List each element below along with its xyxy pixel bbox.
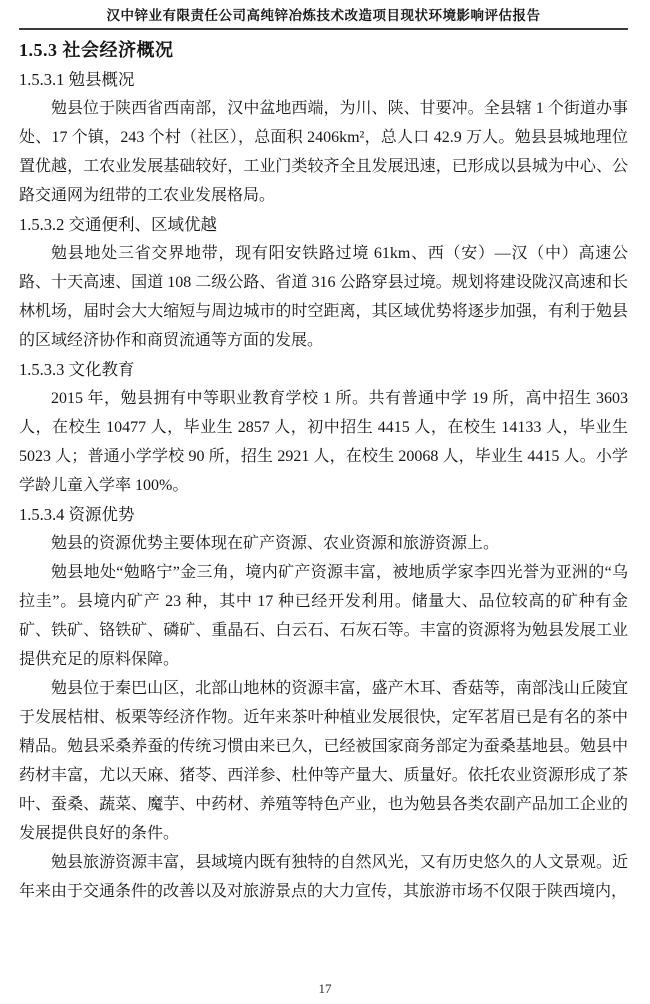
paragraph-transportation: 勉县地处三省交界地带，现有阳安铁路过境 61km、西（安）—汉（中）高速公路、十天高速、国道 108 二级公路、省道 316 公路穿县过境。规划将建设陇汉高速和长林机场，届时会大大缩短与周边城市的时空距离，其区域优势将逐步加强，有利于勉县的区域经济协作和商贸流通等方面的发展。 [19,245,628,349]
paragraph-resource-intro: 勉县的资源优势主要体现在矿产资源、农业资源和旅游资源上。 [51,535,500,552]
subsection-heading-1-5-3-1: 1.5.3.1 勉县概况 [19,70,135,89]
running-header-title: 汉中锌业有限责任公司高纯锌冶炼技术改造项目现状环境影响评估报告 [106,8,541,23]
paragraph-education: 2015 年，勉县拥有中等职业教育学校 1 所。共有普通中学 19 所，高中招生 3603 人，在校生 10477 人，毕业生 2857 人，初中招生 4415 人，在校生 14133 人，毕业生 5023 人；普通小学学校 90 所，招生 2921 人，在校生 20068 人，毕业生 4415 人。小学学龄儿童入学率 100%。 [19,390,628,494]
paragraph-tourism-resources: 勉县旅游资源丰富，县域境内既有独特的自然风光，又有历史悠久的人文景观。近年来由于交通条件的改善以及对旅游景点的大力宣传，其旅游市场不仅限于陕西境内， [19,854,628,900]
paragraph-mineral-resources: 勉县地处“勉略宁”金三角，境内矿产资源丰富，被地质学家李四光誉为亚洲的“乌拉圭”。县境内矿产 23 种，其中 17 种已经开发利用。储量大、品位较高的矿种有金矿、铁矿、铬铁矿、磷矿、重晶石、白云石、石灰石等。丰富的资源将为勉县发展工业提供充足的原料保障。 [19,564,628,668]
main-content [19,36,628,906]
subsection-heading-1-5-3-3: 1.5.3.3 文化教育 [19,360,135,379]
paragraph-county-overview: 勉县位于陕西省西南部，汉中盆地西端，为川、陕、甘要冲。全县辖 1 个街道办事处、17 个镇，243 个村（社区），总面积 2406km²，总人口 42.9 万人。勉县县城地理位置优越，工农业发展基础较好，工业门类较齐全且发展迅速，已形成以县城为中心、公路交通网为纽带的工农业发展格局。 [19,100,628,204]
page-number: 17 [318,981,332,996]
subsection-heading-1-5-3-4: 1.5.3.4 资源优势 [19,505,135,524]
paragraph-agricultural-resources: 勉县位于秦巴山区，北部山地林的资源丰富，盛产木耳、香菇等，南部浅山丘陵宜于发展桔柑、板栗等经济作物。近年来茶叶种植业发展很快，定军茗眉已是有名的茶中精品。勉县采桑养蚕的传统习惯由来已久，已经被国家商务部定为蚕桑基地县。勉县中药材丰富，尤以天麻、猪苓、西洋参、杜仲等产量大、质量好。依托农业资源形成了茶叶、蚕桑、蔬菜、魔芋、中药材、养殖等特色产业，也为勉县各类农副产品加工企业的发展提供良好的条件。 [19,680,628,842]
running-header [19,7,628,30]
subsection-heading-1-5-3-2: 1.5.3.2 交通便利、区域优越 [19,215,217,234]
section-heading: 1.5.3 社会经济概况 [19,40,174,60]
